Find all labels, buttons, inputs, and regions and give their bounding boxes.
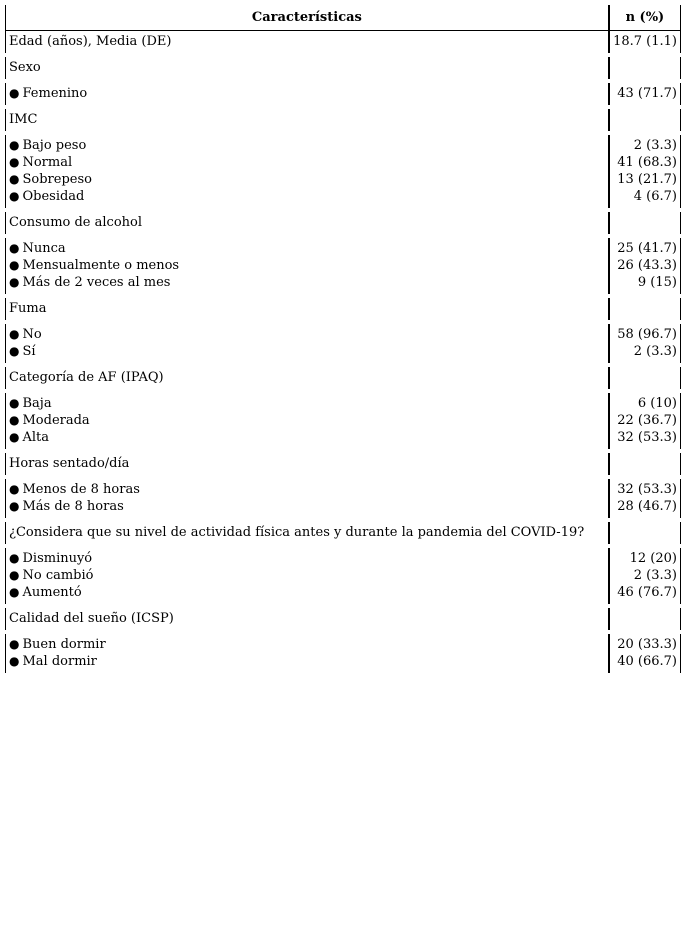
item-label: Sobrepeso xyxy=(22,172,92,187)
list-item xyxy=(9,429,605,446)
cell-value xyxy=(609,135,681,208)
cell-label xyxy=(5,608,609,630)
list-item xyxy=(9,567,605,584)
cell-value xyxy=(609,608,681,630)
cell-value xyxy=(609,83,681,105)
cell-value xyxy=(609,367,681,389)
row-label: Categoría de AF (IPAQ) xyxy=(9,370,164,385)
bullet-icon: ● xyxy=(9,568,20,582)
cell-label xyxy=(5,393,609,449)
cell-value xyxy=(609,212,681,234)
item-label: Buen dormir xyxy=(22,637,106,652)
item-label: Baja xyxy=(22,396,52,411)
table-row xyxy=(5,83,681,105)
cell-value xyxy=(609,393,681,449)
cell-label xyxy=(5,298,609,320)
item-value: 2 (3.3) xyxy=(633,138,677,153)
bullet-icon: ● xyxy=(9,654,20,668)
item-label: Moderada xyxy=(22,413,90,428)
list-item xyxy=(9,481,605,498)
item-value: 20 (33.3) xyxy=(617,637,677,652)
cell-label xyxy=(5,83,609,105)
cell-value xyxy=(609,324,681,363)
item-value: 6 (10) xyxy=(637,396,677,411)
bullet-icon: ● xyxy=(9,138,20,152)
cell-label xyxy=(5,367,609,389)
item-label: Normal xyxy=(22,155,73,170)
cell-value xyxy=(609,522,681,544)
cell-label xyxy=(5,135,609,208)
list-item xyxy=(9,326,605,343)
list-item xyxy=(9,240,605,257)
row-label: ¿Considera que su nivel de actividad física antes y durante la pandemia del COVID-19? xyxy=(9,525,585,540)
bullet-icon: ● xyxy=(9,430,20,444)
list-item xyxy=(9,257,605,274)
bullet-icon: ● xyxy=(9,344,20,358)
item-label: Femenino xyxy=(22,86,88,101)
item-value: 12 (20) xyxy=(629,551,677,566)
item-value: 13 (21.7) xyxy=(617,172,677,187)
list-item xyxy=(9,395,605,412)
header-n-percent: n (%) xyxy=(609,5,681,31)
cell-value xyxy=(609,238,681,294)
characteristics-table xyxy=(5,5,681,673)
item-label: Sí xyxy=(22,344,36,359)
item-value: 41 (68.3) xyxy=(617,155,677,170)
list-item xyxy=(9,154,605,171)
list-item xyxy=(9,137,605,154)
row-label: Calidad del sueño (ICSP) xyxy=(9,611,174,626)
list-item xyxy=(9,653,605,670)
bullet-icon: ● xyxy=(9,86,20,100)
item-label: Obesidad xyxy=(22,189,85,204)
table-row xyxy=(5,367,681,389)
bullet-icon: ● xyxy=(9,258,20,272)
list-item xyxy=(9,498,605,515)
item-value: 2 (3.3) xyxy=(633,568,677,583)
table-body xyxy=(5,31,681,673)
cell-value xyxy=(609,57,681,79)
cell-value xyxy=(609,298,681,320)
item-label: Disminuyó xyxy=(22,551,93,566)
item-value: 2 (3.3) xyxy=(633,344,677,359)
item-label: No xyxy=(22,327,42,342)
cell-label xyxy=(5,548,609,604)
bullet-icon: ● xyxy=(9,396,20,410)
item-value: 40 (66.7) xyxy=(617,654,677,669)
bullet-icon: ● xyxy=(9,482,20,496)
table-row xyxy=(5,212,681,234)
list-item xyxy=(9,636,605,653)
cell-label xyxy=(5,522,609,544)
item-value: 46 (76.7) xyxy=(617,585,677,600)
cell-value xyxy=(609,479,681,518)
cell-label xyxy=(5,453,609,475)
list-item xyxy=(9,412,605,429)
bullet-icon: ● xyxy=(9,327,20,341)
table-row xyxy=(5,31,681,53)
item-value: 25 (41.7) xyxy=(617,241,677,256)
item-label: Mensualmente o menos xyxy=(22,258,180,273)
bullet-icon: ● xyxy=(9,499,20,513)
header-characteristics: Características xyxy=(5,5,609,31)
row-label: Consumo de alcohol xyxy=(9,215,142,230)
cell-label xyxy=(5,57,609,79)
item-label: Más de 2 veces al mes xyxy=(22,275,171,290)
bullet-icon: ● xyxy=(9,551,20,565)
row-label: Fuma xyxy=(9,301,47,316)
table-row xyxy=(5,238,681,294)
list-item xyxy=(9,550,605,567)
cell-label xyxy=(5,238,609,294)
item-label: Nunca xyxy=(22,241,66,256)
row-label: Edad (años), Media (DE) xyxy=(9,34,172,49)
item-label: No cambió xyxy=(22,568,94,583)
table-row xyxy=(5,548,681,604)
bullet-icon: ● xyxy=(9,155,20,169)
item-label: Menos de 8 horas xyxy=(22,482,140,497)
item-value: 22 (36.7) xyxy=(617,413,677,428)
list-item xyxy=(9,584,605,601)
cell-value xyxy=(609,31,681,53)
cell-label xyxy=(5,324,609,363)
list-item xyxy=(9,343,605,360)
row-value: 18.7 (1.1) xyxy=(613,34,677,49)
list-item xyxy=(9,85,605,102)
cell-value xyxy=(609,548,681,604)
item-label: Alta xyxy=(22,430,50,445)
cell-value xyxy=(609,109,681,131)
item-value: 4 (6.7) xyxy=(633,189,677,204)
cell-label xyxy=(5,109,609,131)
cell-label xyxy=(5,212,609,234)
item-label: Más de 8 horas xyxy=(22,499,124,514)
item-value: 28 (46.7) xyxy=(617,499,677,514)
bullet-icon: ● xyxy=(9,637,20,651)
bullet-icon: ● xyxy=(9,275,20,289)
table-row xyxy=(5,479,681,518)
item-label: Bajo peso xyxy=(22,138,87,153)
cell-label xyxy=(5,31,609,53)
item-value: 32 (53.3) xyxy=(617,482,677,497)
bullet-icon: ● xyxy=(9,585,20,599)
table-row xyxy=(5,608,681,630)
table-row xyxy=(5,57,681,79)
list-item xyxy=(9,171,605,188)
list-item xyxy=(9,274,605,291)
cell-label xyxy=(5,479,609,518)
table-row xyxy=(5,135,681,208)
item-value: 43 (71.7) xyxy=(617,86,677,101)
list-item xyxy=(9,188,605,205)
row-label: Horas sentado/día xyxy=(9,456,130,471)
cell-value xyxy=(609,453,681,475)
bullet-icon: ● xyxy=(9,413,20,427)
item-value: 9 (15) xyxy=(637,275,677,290)
row-label: Sexo xyxy=(9,60,41,75)
cell-label xyxy=(5,634,609,673)
table-row xyxy=(5,109,681,131)
bullet-icon: ● xyxy=(9,241,20,255)
bullet-icon: ● xyxy=(9,189,20,203)
table-row xyxy=(5,522,681,544)
table-row xyxy=(5,298,681,320)
item-label: Aumentó xyxy=(22,585,82,600)
table-row xyxy=(5,393,681,449)
table-row xyxy=(5,453,681,475)
item-value: 26 (43.3) xyxy=(617,258,677,273)
table-header-row xyxy=(5,5,681,31)
table-row xyxy=(5,324,681,363)
bullet-icon: ● xyxy=(9,172,20,186)
item-value: 32 (53.3) xyxy=(617,430,677,445)
item-value: 58 (96.7) xyxy=(617,327,677,342)
table-row xyxy=(5,634,681,673)
cell-value xyxy=(609,634,681,673)
item-label: Mal dormir xyxy=(22,654,97,669)
row-label: IMC xyxy=(9,112,38,127)
